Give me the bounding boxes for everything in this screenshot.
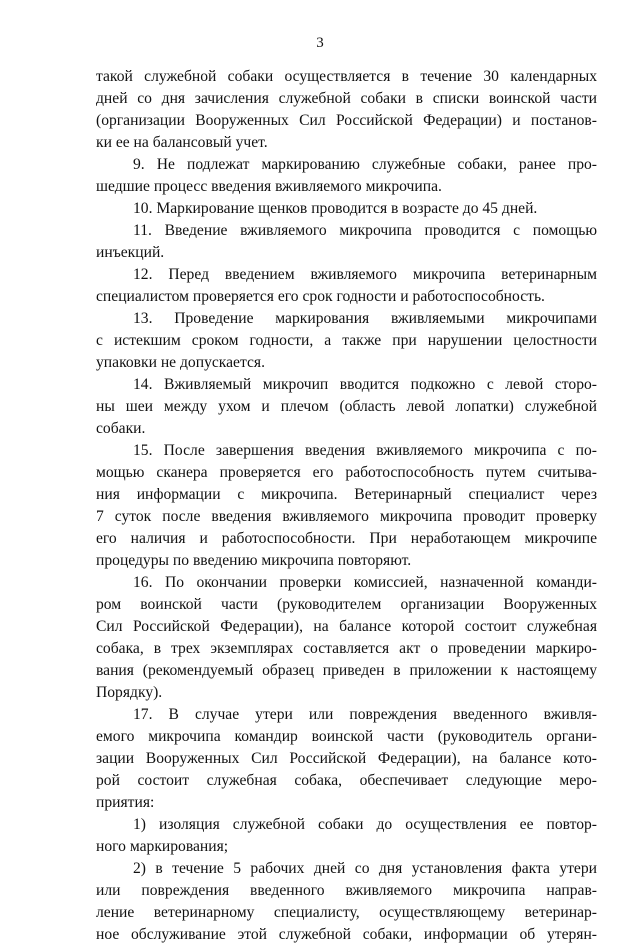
text-line: его наличия и работоспособности. При неработающем микрочипе — [96, 530, 597, 547]
text-line: процедуры по введению микрочипа повторяют. — [96, 552, 412, 569]
text-line: ны шеи между ухом и плечом (область левой лопатки) служебной — [96, 398, 597, 415]
text-line: емого микрочипа командир воинской части (руководитель органи- — [96, 728, 597, 745]
text-line: рой состоит служебная собака, обеспечивает следующие меро- — [96, 772, 597, 789]
text-line: 16. По окончании проверки комиссией, назначенной команди- — [133, 574, 597, 591]
text-line: вания (рекомендуемый образец приведен в приложении к настоящему — [96, 662, 597, 679]
text-line: 11. Введение вживляемого микрочипа проводится с помощью — [133, 222, 597, 239]
text-line: мощью сканера проверяется его работоспособность путем считыва- — [96, 464, 597, 481]
text-line: шедшие процесс введения вживляемого микрочипа. — [96, 178, 442, 195]
text-line: собаки. — [96, 420, 146, 437]
text-line: ление ветеринарному специалисту, осуществляющему ветеринар- — [96, 904, 597, 921]
text-line: 2) в течение 5 рабочих дней со дня установления факта утери — [133, 860, 597, 877]
text-line: 15. После завершения введения вживляемого микрочипа с по- — [133, 442, 597, 459]
text-line: инъекций. — [96, 244, 165, 261]
page-number: 3 — [316, 35, 324, 51]
text-line: 17. В случае утери или повреждения введенного вживля- — [133, 706, 597, 723]
text-line: ное обслуживание этой служебной собаки, информации об утерян- — [96, 926, 597, 943]
text-line: 7 суток после введения вживляемого микрочипа проводит проверку — [96, 508, 597, 525]
text-line: специалистом проверяется его срок годности и работоспособность. — [96, 288, 545, 305]
text-line: или повреждения введенного вживляемого микрочипа направ- — [96, 882, 597, 899]
text-line: упаковки не допускается. — [96, 354, 265, 371]
text-line: 14. Вживляемый микрочип вводится подкожно с левой сторо- — [133, 376, 597, 393]
text-line: Сил Российской Федерации), на балансе которой состоит служебная — [96, 618, 597, 635]
text-line: ного маркирования; — [96, 838, 229, 855]
text-line: Порядку). — [96, 684, 163, 701]
text-line: собака, в трех экземплярах составляется акт о проведении маркиро- — [96, 640, 597, 657]
text-line: с истекшим сроком годности, а также при нарушении целостности — [96, 332, 597, 349]
text-line: 1) изоляция служебной собаки до осуществления ее повтор- — [133, 816, 597, 833]
text-line: 9. Не подлежат маркированию служебные собаки, ранее про- — [133, 156, 597, 173]
text-line: такой служебной собаки осуществляется в течение 30 календарных — [96, 68, 597, 85]
text-line: 13. Проведение маркирования вживляемыми микрочипами — [133, 310, 597, 327]
text-line: 10. Маркирование щенков проводится в возрасте до 45 дней. — [133, 200, 538, 217]
text-line: приятия: — [96, 794, 155, 811]
text-line: зации Вооруженных Сил Российской Федерации), на балансе кото- — [96, 750, 597, 767]
text-line: ки ее на балансовый учет. — [96, 134, 268, 151]
text-line: ром воинской части (руководителем организации Вооруженных — [96, 596, 597, 613]
text-line: 12. Перед введением вживляемого микрочипа ветеринарным — [133, 266, 597, 283]
text-line: (организации Вооруженных Сил Российской Федерации) и постанов- — [96, 112, 597, 129]
text-line: ния информации с микрочипа. Ветеринарный специалист через — [96, 486, 597, 503]
text-line: дней со дня зачисления служебной собаки в списки воинской части — [96, 90, 597, 107]
